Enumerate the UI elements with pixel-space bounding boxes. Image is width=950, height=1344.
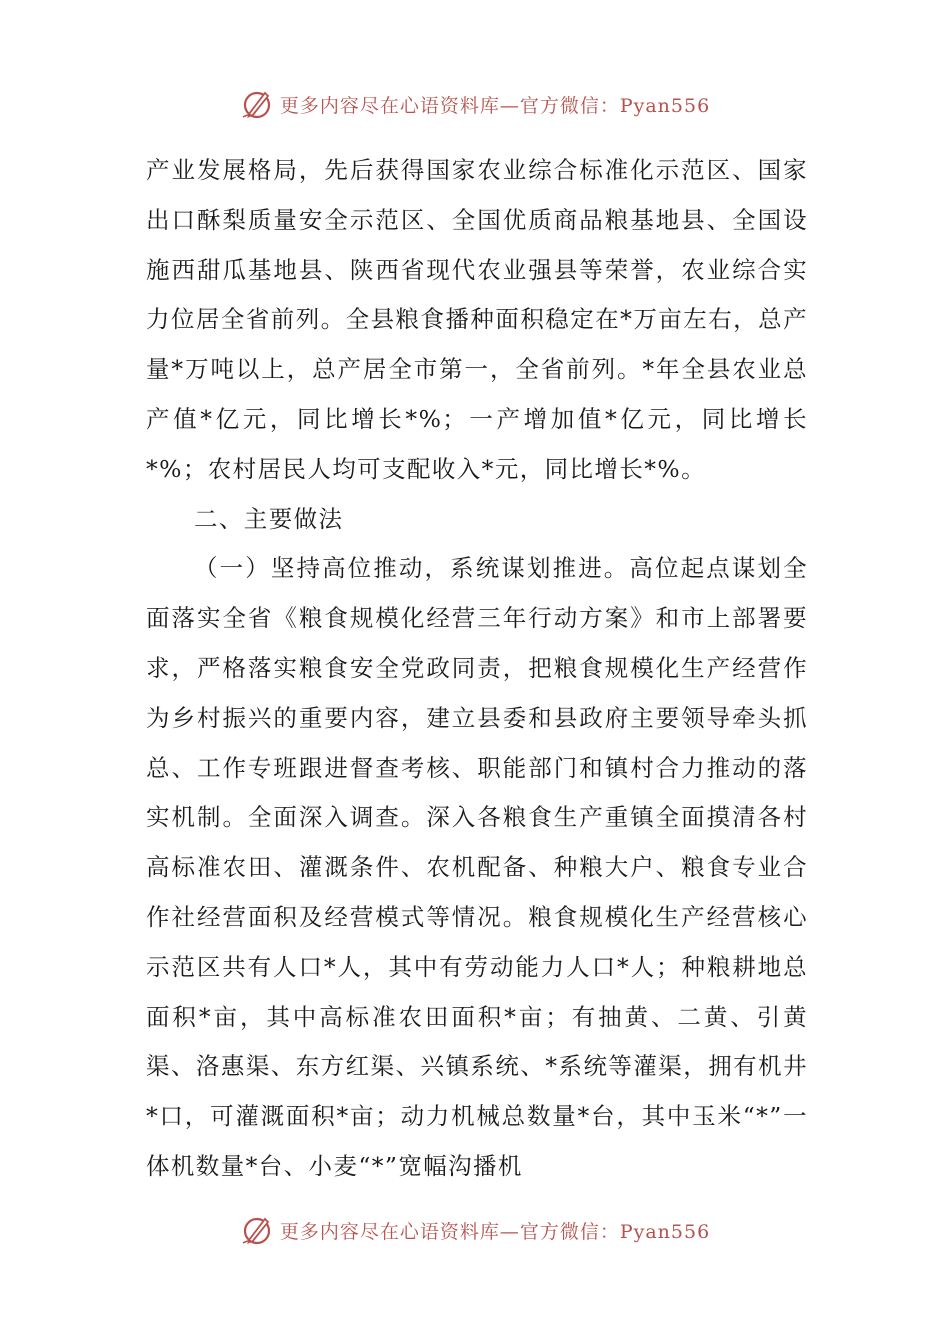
paragraph-measure-1: （一）坚持高位推动，系统谋划推进。高位起点谋划全面落实全省《粮食规模化经营三年行动方案》和市上部署要求，严格落实粮食安全党政同责，把粮食规模化生产经营作为乡村振兴的重要内容，建立县委和县政府主要领导牵头抓总、工作专班跟进督查考核、职能部门和镇村合力推动的落实机制。全面深入调查。深入各粮食生产重镇全面摸清各村高标准农田、灌溉条件、农机配备、种粮大户、粮食专业合作社经营面积及经营模式等情况。粮食规模化生产经营核心示范区共有人口*人，其中有劳动能力人口*人；种粮耕地总面积*亩，其中高标准农田面积*亩；有抽黄、二黄、引黄渠、洛惠渠、东方红渠、兴镇系统、*系统等灌渠，拥有机井*口，可灌溉面积*亩；动力机械总数量*台，其中玉米“*”一体机数量*台、小麦“*”宽幅沟播机 bbox=[146, 554, 808, 1180]
paragraph-intro: 产业发展格局，先后获得国家农业综合标准化示范区、国家出口酥梨质量安全示范区、全国优质商品粮基地县、全国设施西甜瓜基地县、陕西省现代农业强县等荣誉，农业综合实力位居全省前列。全县粮食播种面积稳定在*万亩左右，总产量*万吨以上，总产居全市第一，全省前列。*年全县农业总产值*亿元，同比增长*%；一产增加值*亿元，同比增长*%；农村居民人均可支配收入*元，同比增长*%。 bbox=[146, 156, 808, 483]
pen-circle-icon bbox=[240, 87, 274, 121]
watermark-banner-bottom bbox=[0, 1208, 950, 1252]
pen-circle-icon bbox=[240, 1213, 274, 1247]
watermark-banner-top bbox=[0, 82, 950, 126]
watermark-text: 更多内容尽在心语资料库—官方微信：Pyan556 bbox=[279, 94, 711, 117]
section-heading: 二、主要做法 bbox=[194, 504, 344, 533]
watermark-text: 更多内容尽在心语资料库—官方微信：Pyan556 bbox=[279, 1220, 711, 1243]
document-body bbox=[146, 146, 808, 1192]
